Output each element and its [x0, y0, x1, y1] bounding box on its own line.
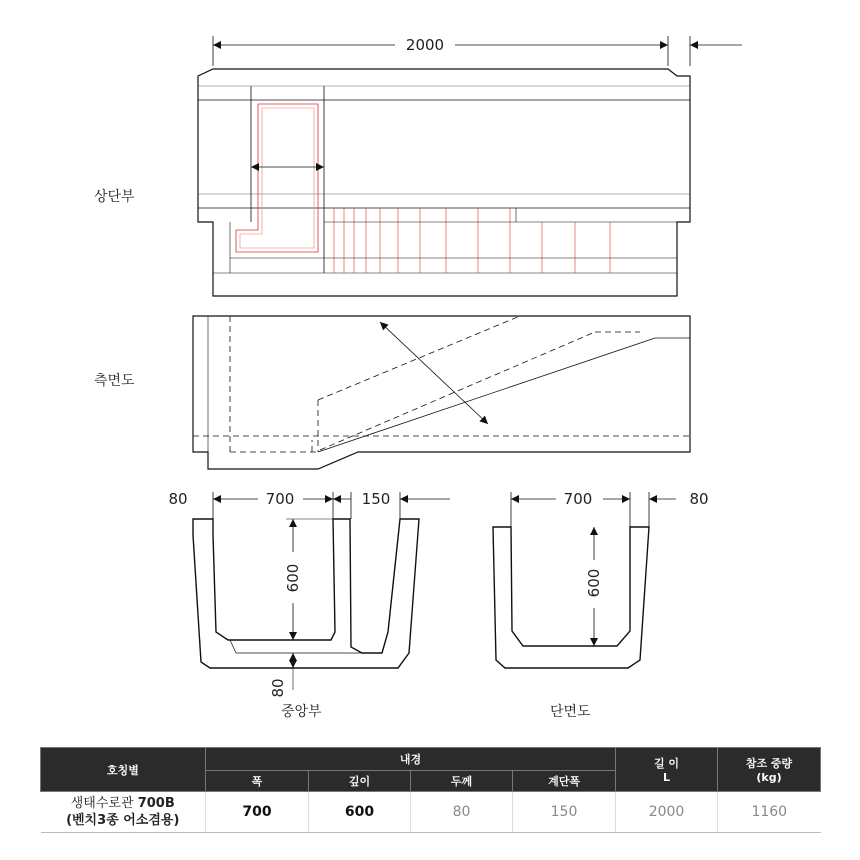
spec-table [40, 747, 821, 833]
table-row [41, 792, 821, 833]
cell-name-sub: (벤치3종 어소겸용) [66, 813, 180, 828]
section-dim-width-label: 700 [563, 490, 593, 508]
side-view [193, 316, 690, 469]
cell-thickness: 80 [411, 792, 513, 833]
header-width: 폭 [206, 771, 309, 792]
side-inner-slope [318, 338, 655, 452]
middle-dim-width-label: 700 [265, 490, 295, 508]
cell-model: 700B [137, 796, 175, 811]
side-view-outline [193, 316, 690, 469]
header-name: 호칭별 [41, 748, 206, 792]
cell-depth: 600 [309, 792, 411, 833]
top-red-ticks [334, 208, 610, 273]
header-weight-bottom: (kg) [756, 771, 782, 784]
top-view [198, 36, 742, 296]
cell-name-prefix: 생태수로관 [70, 796, 134, 811]
header-depth: 깊이 [309, 771, 411, 792]
middle-dim-wall-label: 80 [168, 490, 188, 508]
header-length [616, 748, 718, 792]
top-step-red-outline [236, 104, 318, 252]
side-hidden-lines [193, 316, 690, 452]
header-weight [718, 748, 821, 792]
header-length-bottom: L [663, 771, 671, 784]
cell-length: 2000 [616, 792, 718, 833]
section-dim-wall-label: 80 [689, 490, 709, 508]
section-channel [493, 527, 649, 668]
header-thickness: 두께 [411, 771, 513, 792]
middle-dim-depth-label: 600 [284, 563, 302, 593]
header-inner: 내경 [206, 748, 616, 771]
header-step: 계단폭 [513, 771, 616, 792]
section-dim-depth-label: 600 [585, 568, 603, 598]
cross-section-label: 단면도 [550, 704, 591, 720]
top-view-label: 상단부 [94, 189, 135, 205]
middle-inner-base [230, 640, 236, 653]
middle-left-channel [193, 519, 419, 668]
middle-dim-step-label: 150 [361, 490, 391, 508]
side-thickness-arrow [380, 322, 488, 424]
header-length-top: 길 이 [653, 757, 680, 770]
cell-weight: 1160 [718, 792, 821, 833]
header-weight-top: 참조 중량 [745, 757, 793, 770]
cell-step: 150 [513, 792, 616, 833]
dim-length-label: 2000 [405, 36, 445, 54]
middle-dim-bottom-label: 80 [269, 678, 287, 698]
cell-name [41, 792, 206, 833]
side-view-label: 측면도 [94, 373, 135, 389]
cell-width: 700 [206, 792, 309, 833]
middle-section [193, 492, 450, 690]
middle-section-label: 중앙부 [281, 704, 322, 720]
top-view-outline [198, 69, 690, 296]
